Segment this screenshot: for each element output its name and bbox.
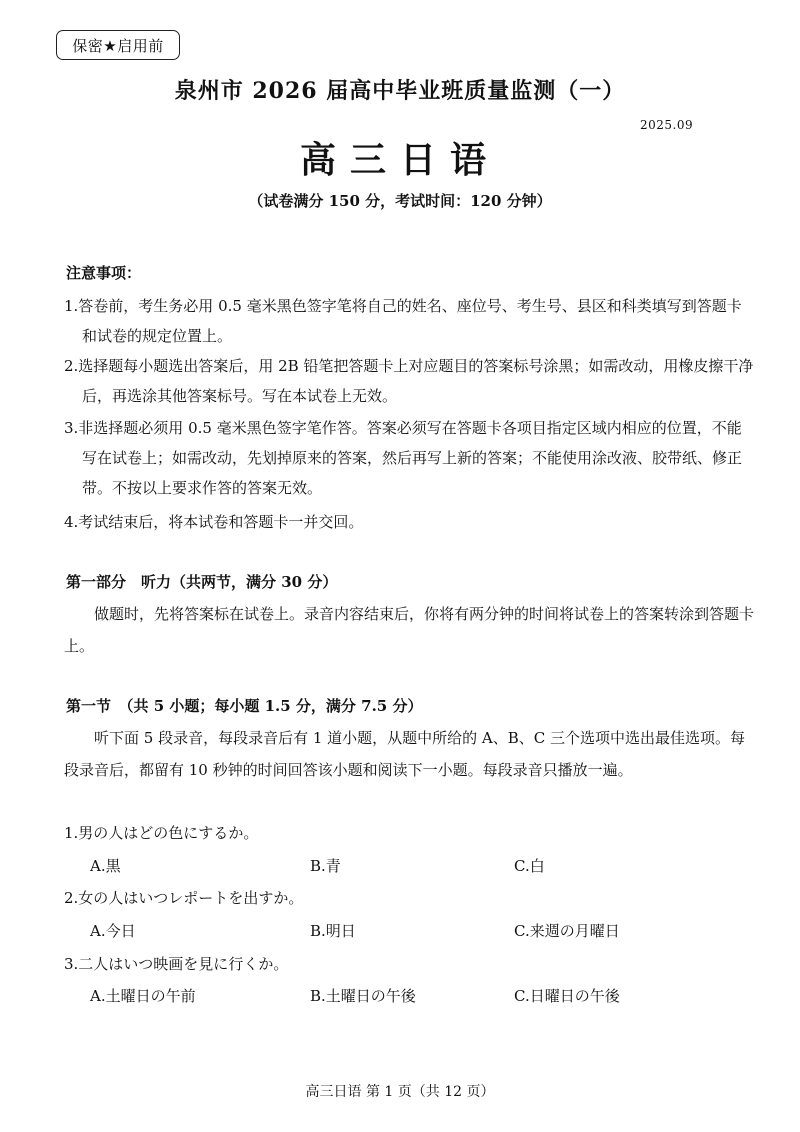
question-3-option-c: C.日曜日の午後 (514, 987, 620, 1005)
notice-item-2: 2.选择题每小题选出答案后，用 2B 铅笔把答题卡上对应题目的答案标号涂黑；如需改动，用橡皮擦干净后，再选涂其他答案标号。写在本试卷上无效。 (64, 357, 754, 405)
question-1-option-c: C.白 (514, 857, 545, 875)
question-2-option-b: B.明日 (310, 922, 356, 940)
section1-instruction: 听下面 5 段录音，每段录音后有 1 道小题，从题中所给的 A、B、C 三个选项中选出最佳选项。每段录音后，都留有 10 秒钟的时间回答该小题和阅读下一小题。每段录音只播放一遍。 (64, 729, 746, 779)
exam-date: 2025.09 (640, 118, 694, 132)
part1-instruction: 做题时，先将答案标在试卷上。录音内容结束后，你将有两分钟的时间将试卷上的答案转涂到答题卡上。 (64, 605, 755, 655)
notice-item-3: 3.非选择题必须用 0.5 毫米黑色签字笔作答。答案必须写在答题卡各项目指定区域内相应的位置，不能写在试卷上；如需改动，先划掉原来的答案，然后再写上新的答案；不能使用涂改液、胶带纸、修正带。不按以上要求作答的答案无效。 (64, 419, 743, 497)
notice-item-1: 1.答卷前，考生务必用 0.5 毫米黑色签字笔将自己的姓名、座位号、考生号、县区和科类填写到答题卡和试卷的规定位置上。 (64, 297, 742, 345)
notice-item-4: 4.考试结束后，将本试卷和答题卡一并交回。 (64, 513, 364, 531)
section1-heading: 第一节 （共 5 小题；每小题 1.5 分，满分 7.5 分） (66, 697, 423, 715)
question-1-stem: 1.男の人はどの色にするか。 (64, 824, 259, 842)
notice-heading: 注意事项： (66, 264, 142, 282)
page-footer: 高三日语 第 1 页（共 12 页） (305, 1084, 495, 1100)
question-3-option-a: A.土曜日の午前 (90, 987, 196, 1005)
question-2-option-c: C.来週の月曜日 (514, 922, 620, 940)
confidential-badge: 保密★启用前 (56, 30, 180, 60)
question-1-option-a: A.黒 (90, 857, 121, 875)
question-1-option-b: B.青 (310, 857, 341, 875)
question-3-option-b: B.土曜日の午後 (310, 987, 416, 1005)
question-2-stem: 2.女の人はいつレポートを出すか。 (64, 889, 304, 907)
score-time-info: （试卷满分 150 分，考试时间：120 分钟） (248, 192, 552, 210)
question-3-stem: 3.二人はいつ映画を見に行くか。 (64, 955, 289, 973)
subject-title: 高三日语 (299, 139, 500, 181)
exam-title: 泉州市 2026 届高中毕业班质量监测（一） (174, 78, 626, 104)
part1-heading: 第一部分 听力（共两节，满分 30 分） (66, 573, 338, 591)
question-2-option-a: A.今日 (90, 922, 136, 940)
